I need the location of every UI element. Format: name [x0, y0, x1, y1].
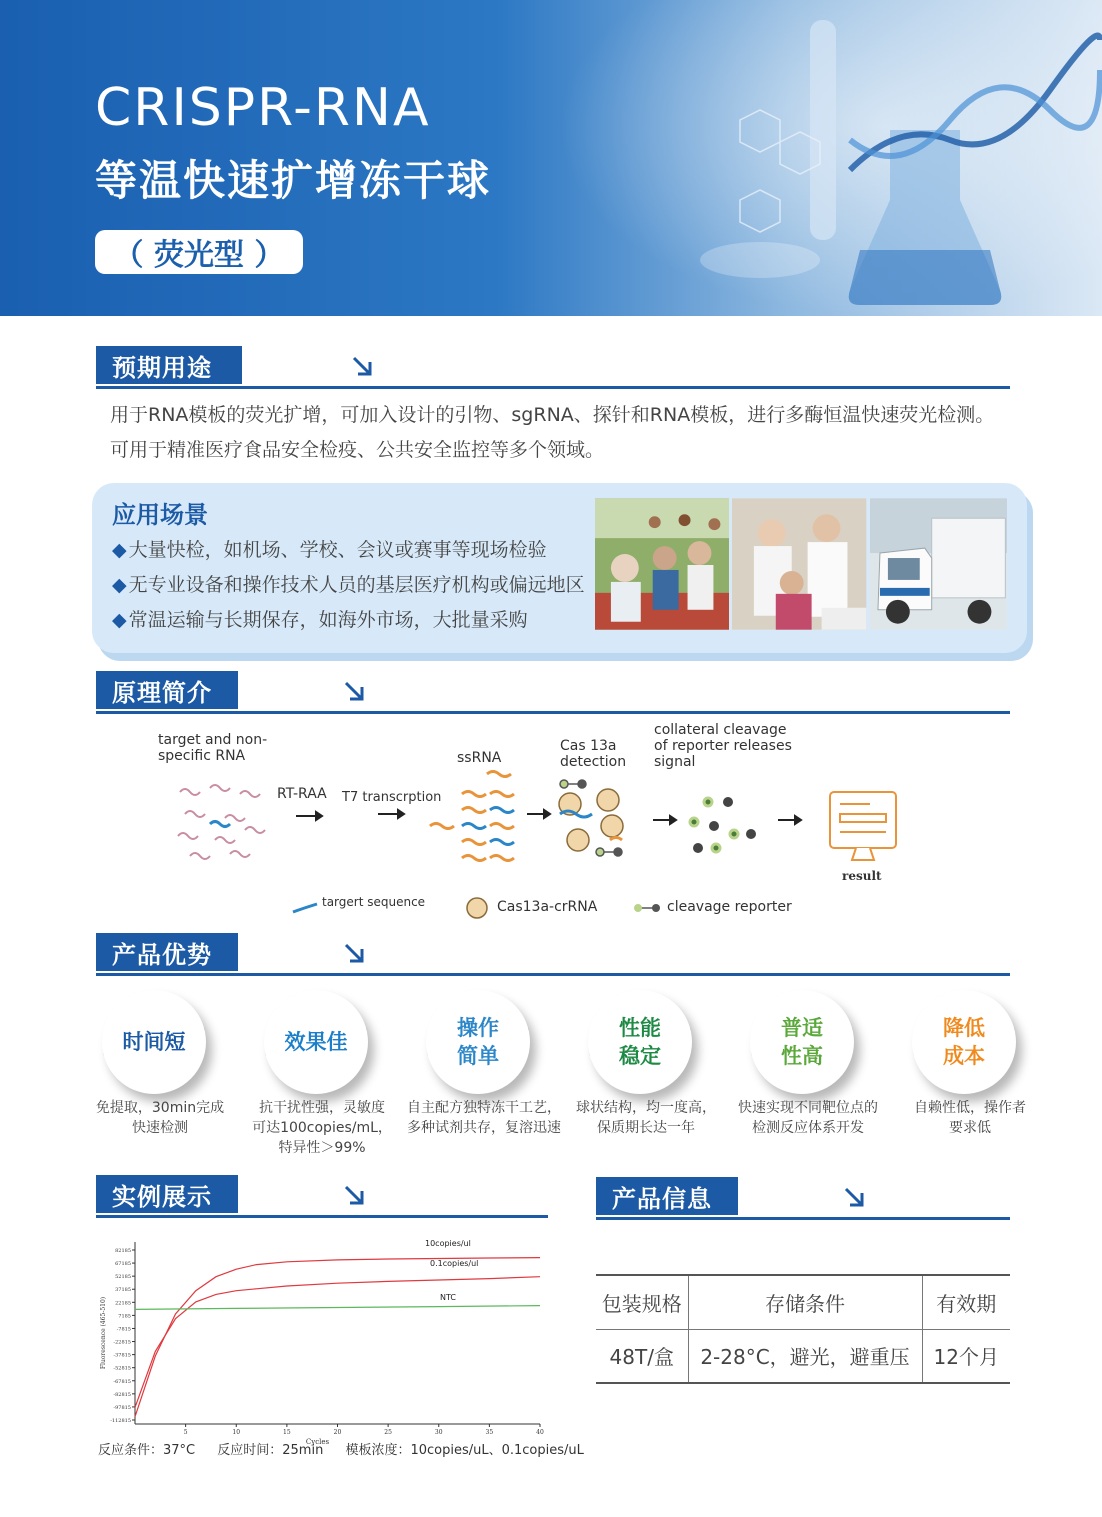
y-axis-label: Fluorescence (465-510): [100, 1296, 107, 1370]
x-axis-label: Cycles: [305, 1438, 330, 1446]
label-t7: T7 transcrption: [342, 790, 442, 805]
table-cell: 48T/盒: [596, 1329, 688, 1383]
advantage-circle: [426, 990, 530, 1094]
y-tick-label: -22815: [113, 1339, 131, 1346]
advantage-desc-line: 可达100copies/mL，: [252, 1120, 392, 1136]
lab-dna-illustration: [560, 0, 1102, 316]
advantage-title: 普适: [781, 1016, 823, 1040]
section-divider: [96, 386, 1010, 389]
x-tick-label: 25: [384, 1429, 392, 1436]
table-header-cell: 有效期: [922, 1275, 1010, 1329]
section-usage-title: 预期用途: [96, 346, 242, 384]
truck-photo: [870, 498, 1007, 630]
series-line: [135, 1306, 540, 1310]
table-header-cell: 存储条件: [688, 1275, 922, 1329]
section-divider: [596, 1217, 1010, 1220]
amplification-chart: [95, 1232, 550, 1447]
section-divider: [96, 973, 1010, 976]
y-tick-label: -112815: [110, 1418, 131, 1424]
advantage-desc-line: 球状结构，均一度高，: [576, 1100, 716, 1116]
x-tick-label: 40: [536, 1429, 544, 1436]
y-tick-label: -52815: [113, 1365, 131, 1372]
label-result: result: [842, 869, 882, 883]
list-item: ◆ 大量快检，如机场、学校、会议或赛事等现场检验: [112, 539, 547, 561]
table-row: [596, 1329, 1010, 1383]
scene-list: [112, 533, 585, 638]
advantage-desc-line: 保质期长达一年: [597, 1120, 695, 1136]
diamond-bullet-icon: ◆: [112, 574, 127, 596]
chart-caption: [98, 1439, 602, 1458]
advantage-circle: [588, 990, 692, 1094]
series-label: 10copies/ul: [425, 1239, 471, 1248]
series-line: [135, 1258, 540, 1417]
section-example-header: [96, 1175, 548, 1219]
advantage-desc: [880, 1098, 1060, 1138]
y-tick-label: -97815: [113, 1404, 131, 1411]
advantage-desc-line: 特异性＞99%: [278, 1140, 366, 1156]
section-divider: [96, 711, 1010, 714]
y-tick-label: -82815: [113, 1391, 131, 1398]
y-tick-label: 37185: [115, 1287, 131, 1294]
advantage-title: 降低: [943, 1016, 985, 1040]
advantages-row: [80, 990, 1040, 1160]
label-rt-raa: RT-RAA: [277, 786, 327, 802]
y-tick-label: 52185: [115, 1274, 131, 1281]
scene-title: 应用场景: [112, 501, 208, 529]
y-tick-label: 67185: [115, 1261, 131, 1268]
x-tick-label: 20: [333, 1429, 342, 1436]
y-tick-label: 7185: [118, 1313, 131, 1320]
diamond-bullet-icon: ◆: [112, 539, 127, 561]
advantage-circle: [102, 990, 206, 1094]
arrow-down-right-icon: [840, 1183, 870, 1213]
monitor-icon: [830, 792, 896, 860]
rna-mixture: [178, 785, 265, 859]
legend-reporter: cleavage reporter: [667, 899, 792, 915]
advantage-desc: [556, 1098, 736, 1138]
product-info-table: [596, 1274, 1010, 1384]
arrow-down-right-icon: [340, 1181, 370, 1211]
product-subtitle: 等温快速扩增冻干球: [95, 156, 492, 205]
legend-target: targert sequence: [322, 895, 426, 909]
scene-photos: [595, 498, 1007, 630]
label-cas13a: Cas 13a detection: [560, 738, 627, 770]
advantage-title: 性能: [619, 1016, 661, 1040]
advantage-title: 性高: [781, 1044, 823, 1068]
label-ssrna: ssRNA: [457, 750, 502, 766]
legend-cas13a: Cas13a-crRNA: [497, 899, 598, 915]
section-info-header: [596, 1177, 1010, 1221]
arrow-down-right-icon: [340, 939, 370, 969]
process-arrows: [296, 810, 801, 824]
section-divider: [96, 1215, 548, 1218]
diamond-bullet-icon: ◆: [112, 609, 127, 631]
advantage-title: 稳定: [619, 1044, 661, 1068]
advantage-circle: [264, 990, 368, 1094]
advantage-circle: [750, 990, 854, 1094]
advantage-desc: [394, 1098, 574, 1138]
section-info-title: 产品信息: [596, 1177, 738, 1215]
series-line: [135, 1277, 540, 1408]
scene-panel: [92, 483, 1027, 653]
section-advantages-header: [96, 933, 1010, 977]
section-usage-header: [96, 346, 1010, 390]
x-tick-label: 15: [283, 1429, 291, 1436]
section-example-title: 实例展示: [96, 1175, 238, 1213]
x-tick-label: 10: [232, 1429, 241, 1436]
advantage-title: 成本: [943, 1044, 985, 1068]
series-label: 0.1copies/ul: [430, 1259, 479, 1268]
template-concentration: 模板浓度：10copies/uL、0.1copies/uL: [345, 1443, 584, 1458]
advantage-desc: [70, 1098, 250, 1138]
y-tick-label: 22185: [115, 1300, 131, 1307]
x-tick-label: 35: [485, 1429, 494, 1436]
table-header-row: [596, 1275, 1010, 1329]
advantage-desc-line: 快速检测: [132, 1120, 188, 1136]
arrow-down-right-icon: [340, 677, 370, 707]
ssrna-strands: [430, 772, 514, 861]
arrow-down-right-icon: [348, 352, 378, 382]
product-title: CRISPR-RNA: [95, 78, 431, 138]
section-advantages-title: 产品优势: [96, 933, 238, 971]
reaction-time: 反应时间：25min: [217, 1443, 324, 1458]
advantage-title: 简单: [457, 1044, 499, 1068]
section-principle-title: 原理简介: [96, 671, 238, 709]
product-type-pill: （ 荧光型 ）: [95, 230, 303, 274]
advantage-desc: [718, 1098, 898, 1138]
advantage-desc-line: 抗干扰性强，灵敏度: [259, 1100, 385, 1116]
list-item: ◆ 无专业设备和操作技术人员的基层医疗机构或偏远地区: [112, 574, 585, 596]
table-header-cell: 包装规格: [596, 1275, 688, 1329]
y-tick-label: -67815: [113, 1378, 131, 1385]
usage-text: 用于RNA模板的荧光扩增，可加入设计的引物、sgRNA、探针和RNA模板，进行多酶恒温快速荧光检测。可用于精准医疗食品安全检疫、公共安全监控等多个领域。: [110, 404, 995, 461]
crowd-testing-photo: [595, 498, 729, 630]
advantage-desc-line: 检测反应体系开发: [752, 1120, 864, 1136]
label-cleavage: collateral cleavage of reporter releases signal: [654, 722, 792, 770]
advantage-desc: [232, 1098, 412, 1158]
advantage-desc-line: 要求低: [949, 1120, 991, 1136]
advantage-title: 操作: [457, 1016, 499, 1040]
table-cell: 2-28°C，避光，避重压: [688, 1329, 922, 1383]
released-signal: [690, 797, 756, 853]
advantage-title: 时间短: [122, 1030, 186, 1054]
advantage-circle: [912, 990, 1016, 1094]
nurses-photo: [732, 498, 866, 630]
advantage-desc-line: 免提取，30min完成: [95, 1100, 225, 1116]
reaction-condition: 反应条件：37°C: [98, 1443, 196, 1458]
y-tick-label: -37815: [113, 1352, 131, 1359]
hero-banner: [0, 0, 1102, 316]
label-input-rna: target and non-specific RNA: [158, 732, 268, 764]
advantage-title: 效果佳: [284, 1030, 348, 1054]
advantage-desc-line: 自主配方独特冻干工艺，: [407, 1100, 561, 1116]
list-item: ◆ 常温运输与长期保存，如海外市场，大批量采购: [112, 609, 528, 631]
advantage-desc-line: 快速实现不同靶位点的: [738, 1100, 878, 1116]
section-principle-header: [96, 671, 1010, 715]
x-tick-label: 30: [434, 1429, 443, 1436]
x-tick-label: 5: [183, 1429, 188, 1436]
advantage-desc-line: 多种试剂共存，复溶迅速: [407, 1120, 561, 1136]
y-tick-label: 82185: [115, 1248, 131, 1254]
advantage-desc-line: 自赖性低，操作者: [914, 1100, 1026, 1116]
y-tick-label: -7815: [116, 1326, 131, 1333]
principle-diagram: [150, 718, 970, 930]
cas13a-complexes: [559, 789, 623, 851]
series-label: NTC: [440, 1293, 456, 1302]
table-cell: 12个月: [922, 1329, 1010, 1383]
